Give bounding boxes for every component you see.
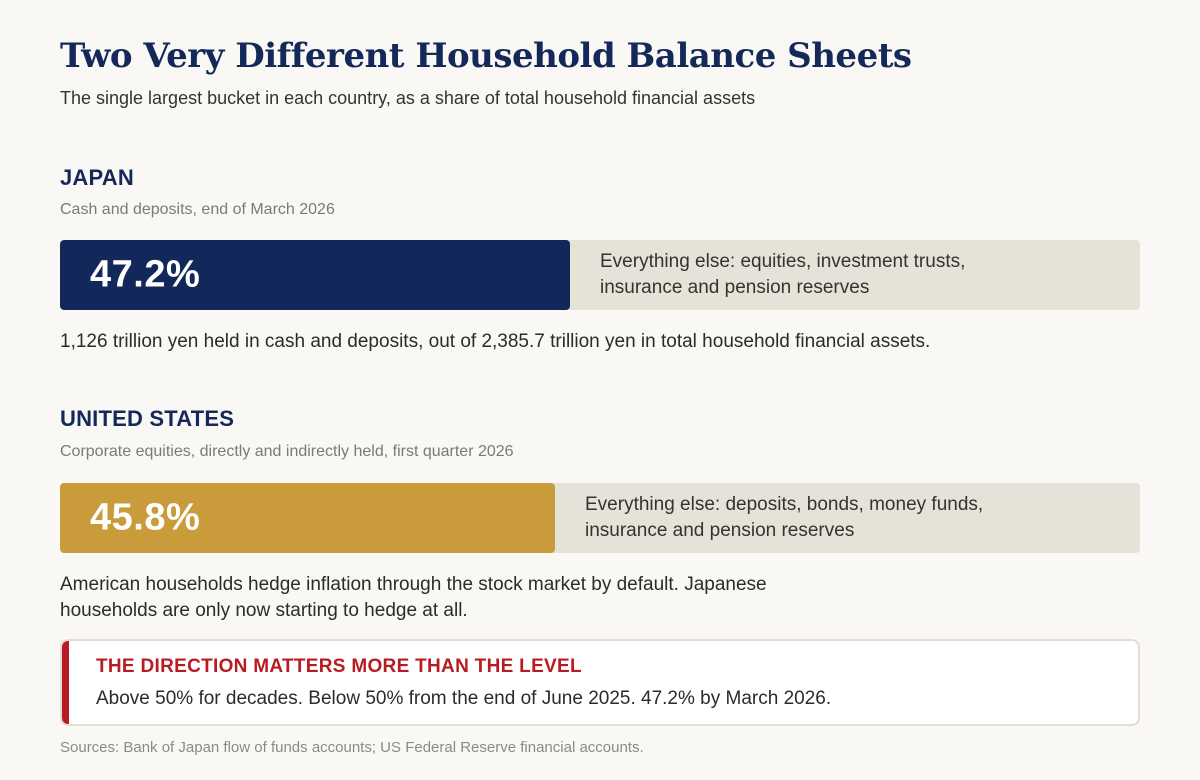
japan-bar-fill (60, 240, 570, 310)
us-note: American households hedge inflation through the stock market by default. Japanese households are only now starting to hedge at all. (60, 574, 767, 621)
callout-heading: THE DIRECTION MATTERS MORE THAN THE LEVEL (96, 656, 582, 677)
us-heading: UNITED STATES (60, 406, 235, 431)
us-measure: Corporate equities, directly and indirectly held, first quarter 2026 (60, 443, 514, 460)
us-remainder-label: Everything else: deposits, bonds, money funds, insurance and pension reserves (585, 494, 984, 541)
japan-remainder-label: Everything else: equities, investment trusts, insurance and pension reserves (600, 251, 966, 298)
japan-note: 1,126 trillion yen held in cash and deposits, out of 2,385.7 trillion yen in total household financial assets. (60, 331, 931, 352)
japan-heading: JAPAN (60, 165, 134, 190)
us-bar-fill (60, 483, 555, 553)
us-bar-track (60, 483, 1140, 553)
callout-box (60, 639, 1140, 726)
page-subtitle: The single largest bucket in each country, as a share of total household financial assets (60, 88, 756, 108)
us-bar-value: 45.8% (90, 496, 201, 539)
sources-note: Sources: Bank of Japan flow of funds accounts; US Federal Reserve financial accounts. (60, 739, 644, 756)
japan-bar-track (60, 240, 1140, 310)
japan-measure: Cash and deposits, end of March 2026 (60, 201, 335, 218)
japan-bar-value: 47.2% (90, 253, 201, 296)
callout-accent-bar (62, 641, 69, 724)
page-title: Two Very Different Household Balance Sheets (60, 36, 912, 76)
callout-body: Above 50% for decades. Below 50% from the end of June 2025. 47.2% by March 2026. (96, 688, 832, 709)
